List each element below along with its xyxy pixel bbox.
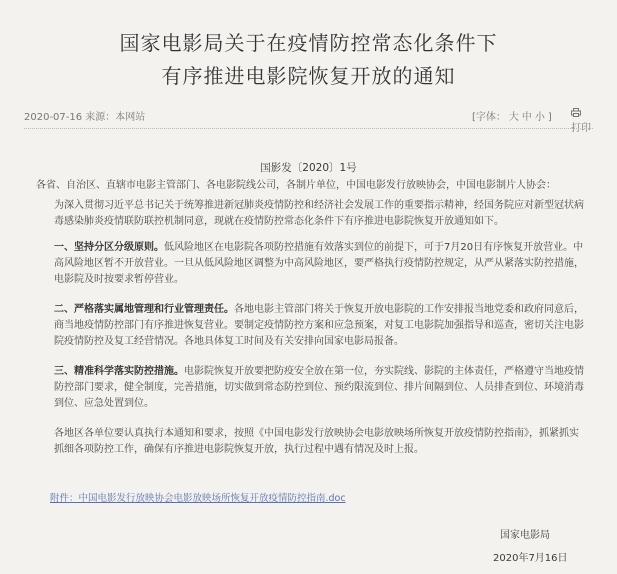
closing-paragraph: 各地区各单位要认真执行本通知和要求，按照《中国电影发行放映协会电影放映场所恢复开放疫情防控指南》，抓紧抓实抓细各项防控工作，确保有序推进电影院恢复开放，执行过程中遇有情况及时上报。 xyxy=(54,428,579,455)
section-1-heading: 一、坚持分区分级原则。 xyxy=(54,242,164,253)
issuer-signature: 国家电影局 xyxy=(500,530,550,541)
font-size-label: [字体： xyxy=(472,112,506,123)
font-size-large-button[interactable]: 大 xyxy=(508,112,519,123)
font-size-small-button[interactable]: 小 xyxy=(534,112,545,123)
section-3-body: 电影院恢复开放要把防疫安全放在第一位，夯实院线、影院的主体责任，严格遵守当地疫情防控部门要求，健全制度，完善措施，切实做到常态防控到位、预约限流到位、排片间隔到位、人员排查到位、环境消毒到位、应急处置到位。 xyxy=(54,366,584,409)
printer-icon xyxy=(571,108,581,117)
section-1-paragraph xyxy=(54,240,586,288)
section-1-body: 低风险地区在电影院各项防控措施有效落实到位的前提下，可于7月20日有序恢复开放营业。中高风险地区暂不开放营业。一旦从低风险地区调整为中高风险地区，要严格执行疫情防控规定，从严从紧落实防控措施，电影院及时按要求暂停营业。 xyxy=(54,242,584,285)
intro-paragraph: 为深入贯彻习近平总书记关于统筹推进新冠肺炎疫情防控和经济社会发展工作的重要指示精神，经国务院应对新型冠状病毒感染肺炎疫情联防联控机制同意，现就在疫情防控常态化条件下有序推进电影院恢复开放通知如下。 xyxy=(54,200,584,227)
page-title-line-2: 有序推进电影院恢复开放的通知 xyxy=(161,64,456,88)
font-size-selector xyxy=(472,108,555,123)
section-3-heading: 三、精准科学落实防控措施。 xyxy=(54,366,184,377)
issue-date: 2020年7月16日 xyxy=(493,553,568,564)
print-button[interactable] xyxy=(571,108,593,134)
publish-date-source: 2020-07-16 来源：本网站 xyxy=(24,112,146,123)
article-meta-bar xyxy=(24,108,593,134)
section-2-heading: 二、严格落实属地管理和行业管理责任。 xyxy=(54,304,234,315)
document-number: 国影发〔2020〕1号 xyxy=(260,162,357,174)
attachment-link[interactable]: 附件：中国电影发行放映协会电影放映场所恢复开放疫情防控指南.doc xyxy=(50,493,346,504)
section-3-paragraph xyxy=(54,364,586,412)
recipients-paragraph: 各省、自治区、直辖市电影主管部门、各电影院线公司，各制片单位，中国电影发行放映协会，中国电影制片人协会： xyxy=(36,180,556,191)
font-size-label-end: ] xyxy=(547,112,552,123)
section-2-paragraph xyxy=(54,302,586,350)
page-title-line-1: 国家电影局关于在疫情防控常态化条件下 xyxy=(119,31,498,55)
font-size-medium-button[interactable]: 中 xyxy=(521,112,532,123)
print-label: 打印 xyxy=(571,123,591,134)
meta-divider xyxy=(24,128,593,129)
section-2-body: 各地电影主管部门将关于恢复开放电影院的工作安排报当地党委和政府同意后，商当地疫情防控部门有序推进恢复营业。要制定疫情防控方案和应急预案，对复工电影院加强指导和巡查，密切关注电影院疫情防控及复工经营情况。各地具体复工时间及有关安排向国家电影局报备。 xyxy=(54,304,584,347)
